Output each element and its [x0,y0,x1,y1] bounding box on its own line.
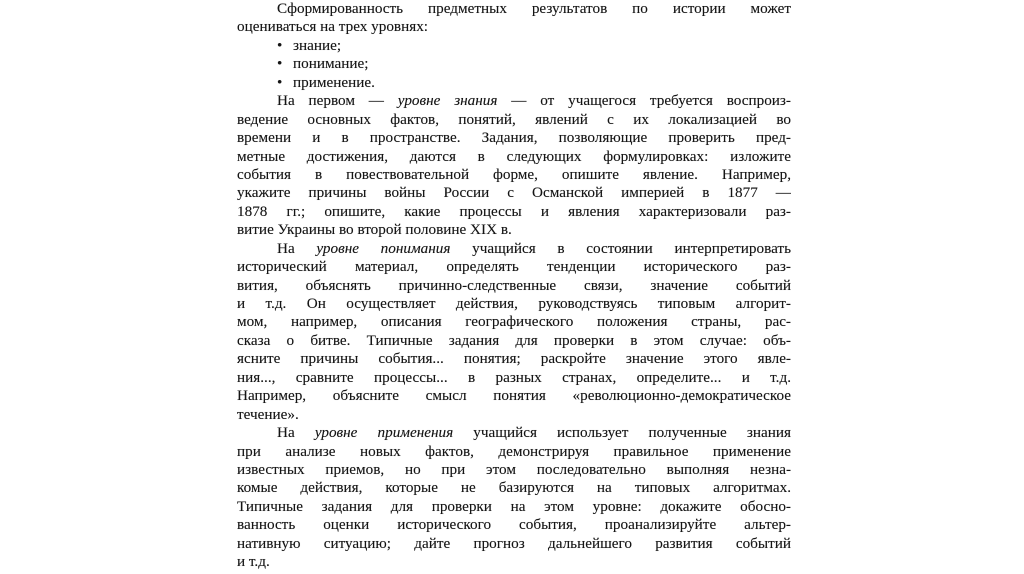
text-line [237,55,791,73]
text-line [237,148,791,166]
bullet-icon: • [277,55,283,73]
text-line [237,221,791,239]
text-line [237,111,791,129]
body-text: известных приемов, но при этом последовательно выполняя незна- [237,460,791,478]
bullet-icon: • [277,73,283,91]
text-line [237,18,791,36]
emphasized-text: уровне знания [397,92,498,110]
text-line [237,277,791,295]
body-text: времени и в пространстве. Задания, позволяющие проверить пред- [237,129,791,147]
body-text: оцениваться на трех уровнях: [237,18,429,36]
text-line [237,37,791,55]
body-text: ния..., сравните процессы... в разных странах, определите... и т.д. [237,368,791,386]
text-column [237,0,791,572]
body-text: Сформированность предметных результатов по истории может [277,0,791,17]
text-line [237,387,791,405]
text-line [237,295,791,313]
body-text: понимание; [293,55,369,73]
text-line [237,332,791,350]
body-text: учащийся в состоянии интерпретировать [450,239,791,257]
text-line [237,553,791,571]
body-text: Типичные задания для проверки на этом уровне: докажите обосно- [237,497,791,515]
body-text: и т.д. [237,553,270,571]
text-line [237,203,791,221]
text-line [237,516,791,534]
text-line [237,461,791,479]
body-text: мом, например, описания географического положения страны, рас- [237,313,791,331]
text-line [237,406,791,424]
text-line [237,129,791,147]
body-text: метные достижения, даются в следующих формулировках: изложите [237,147,791,165]
body-text: сказа о битве. Типичные задания для проверки в этом случае: объ- [237,331,791,349]
body-text: укажите причины войны России с Османской империей в 1877 — [237,184,791,202]
body-text: ванность оценки исторического события, проанализируйте альтер- [237,516,791,534]
body-text: На первом — [277,92,398,110]
body-text: — от учащегося требуется воспроиз- [497,92,791,110]
body-text: исторический материал, определять тенденции исторического раз- [237,258,791,276]
body-text: На [277,424,315,442]
text-line [237,424,791,442]
body-text: витие Украины во второй половине XIX в. [237,221,512,239]
bullet-icon: • [277,36,283,54]
body-text: учащийся использует полученные знания [453,424,791,442]
body-text: ведение основных фактов, понятий, явлений с их локализацией во [237,110,791,128]
body-text: применение. [293,73,375,91]
text-line [237,184,791,202]
body-text: ясните причины события... понятия; раскройте значение этого явле- [237,350,791,368]
text-line [237,0,791,18]
text-line [237,166,791,184]
text-line [237,443,791,461]
text-line [237,479,791,497]
body-text: комые действия, которые не базируются на типовых алгоритмах. [237,479,791,497]
body-text: знание; [293,36,342,54]
body-text: и т.д. Он осуществляет действия, руководствуясь типовым алгорит- [237,295,791,312]
text-line [237,74,791,92]
text-line [237,92,791,110]
emphasized-text: уровне применения [314,424,454,442]
emphasized-text: уровне понимания [316,239,451,257]
text-line [237,369,791,387]
text-line [237,313,791,331]
body-text: вития, объяснять причинно-следственные связи, значение событий [237,276,791,294]
text-line [237,258,791,276]
body-text: Например, объясните смысл понятия «революционно-демократическое [237,387,791,405]
text-line [237,535,791,553]
text-line [237,350,791,368]
body-text: На [277,239,317,257]
text-line [237,498,791,516]
body-text: течение». [237,405,299,423]
text-line [237,240,791,258]
body-text: при анализе новых фактов, демонстрируя правильное применение [237,442,791,460]
body-text: 1878 гг.; опишите, какие процессы и явления характеризовали раз- [237,202,791,220]
body-text: нативную ситуацию; дайте прогноз дальнейшего развития событий [237,534,791,552]
body-text: события в повествовательной форме, опишите явление. Например, [237,165,791,183]
